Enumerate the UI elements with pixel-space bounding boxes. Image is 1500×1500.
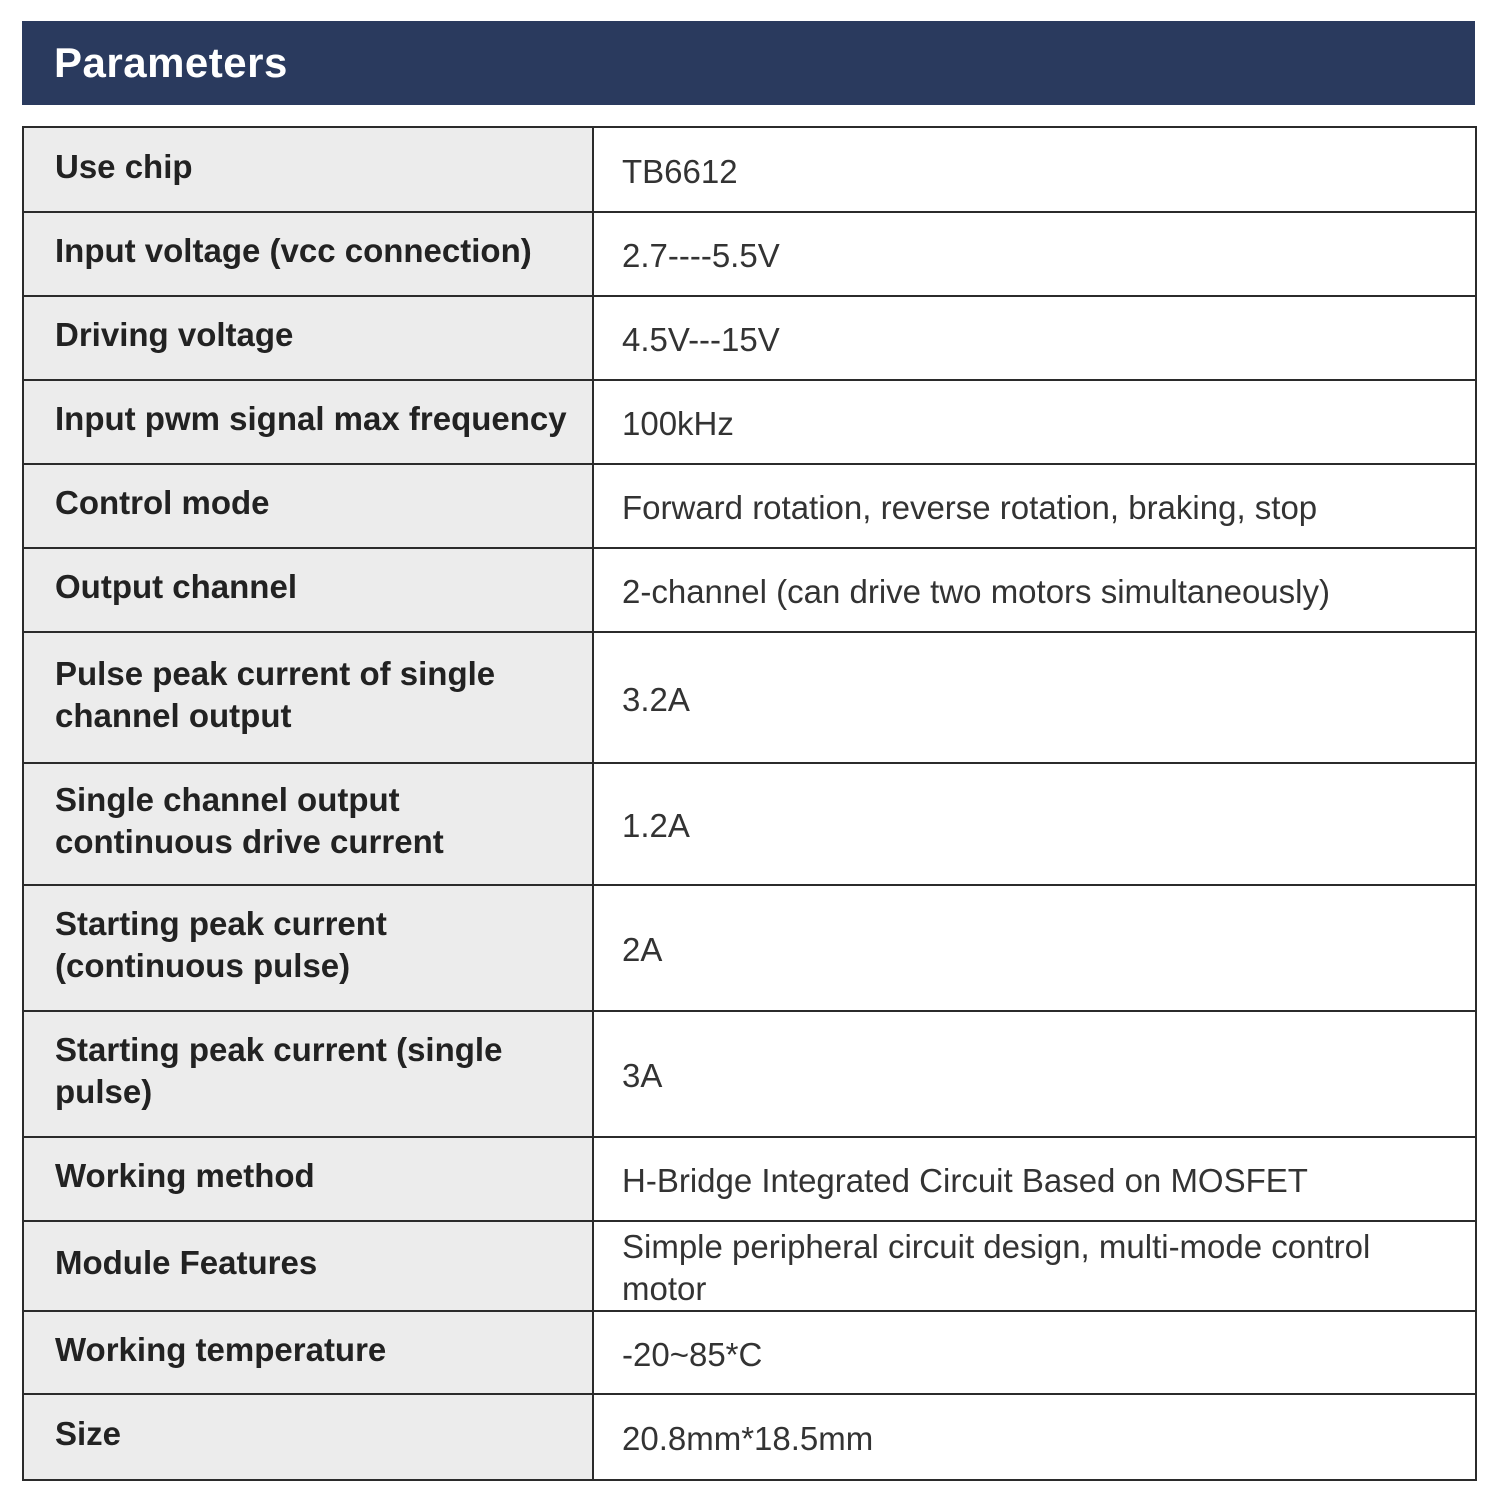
parameter-value: 4.5V---15V xyxy=(593,296,1476,380)
parameter-label: Working temperature xyxy=(23,1311,593,1394)
table-row xyxy=(23,464,1476,548)
parameter-label: Input pwm signal max frequency xyxy=(23,380,593,464)
parameter-value: 3.2A xyxy=(593,632,1476,763)
parameter-value: 100kHz xyxy=(593,380,1476,464)
table-row xyxy=(23,127,1476,212)
parameter-value: Simple peripheral circuit design, multi-mode control motor xyxy=(593,1221,1476,1311)
parameter-value: Forward rotation, reverse rotation, braking, stop xyxy=(593,464,1476,548)
parameter-value: H-Bridge Integrated Circuit Based on MOSFET xyxy=(593,1137,1476,1221)
parameter-value: 3A xyxy=(593,1011,1476,1137)
parameter-value: 2.7----5.5V xyxy=(593,212,1476,296)
table-row xyxy=(23,632,1476,763)
table-row xyxy=(23,1137,1476,1221)
parameter-label: Driving voltage xyxy=(23,296,593,380)
table-row xyxy=(23,296,1476,380)
table-row xyxy=(23,763,1476,885)
parameter-label: Starting peak current (continuous pulse) xyxy=(23,885,593,1011)
parameter-value: 20.8mm*18.5mm xyxy=(593,1394,1476,1480)
parameter-label: Use chip xyxy=(23,127,593,212)
table-row xyxy=(23,380,1476,464)
parameter-value: -20~85*C xyxy=(593,1311,1476,1394)
parameter-label: Control mode xyxy=(23,464,593,548)
parameter-label: Module Features xyxy=(23,1221,593,1311)
page-title: Parameters xyxy=(54,39,288,86)
table-row xyxy=(23,1311,1476,1394)
parameter-label: Working method xyxy=(23,1137,593,1221)
parameter-value: 2-channel (can drive two motors simultaneously) xyxy=(593,548,1476,632)
parameters-table xyxy=(22,126,1477,1481)
parameter-value: 2A xyxy=(593,885,1476,1011)
parameter-label: Starting peak current (single pulse) xyxy=(23,1011,593,1137)
table-row xyxy=(23,1394,1476,1480)
table-row xyxy=(23,1221,1476,1311)
parameter-value: TB6612 xyxy=(593,127,1476,212)
parameter-label: Pulse peak current of single channel output xyxy=(23,632,593,763)
table-row xyxy=(23,885,1476,1011)
table-row xyxy=(23,212,1476,296)
table-row xyxy=(23,548,1476,632)
parameter-value: 1.2A xyxy=(593,763,1476,885)
parameter-label: Size xyxy=(23,1394,593,1480)
parameters-header xyxy=(22,21,1475,105)
parameter-label: Single channel output continuous drive current xyxy=(23,763,593,885)
table-row xyxy=(23,1011,1476,1137)
parameter-label: Input voltage (vcc connection) xyxy=(23,212,593,296)
parameter-label: Output channel xyxy=(23,548,593,632)
